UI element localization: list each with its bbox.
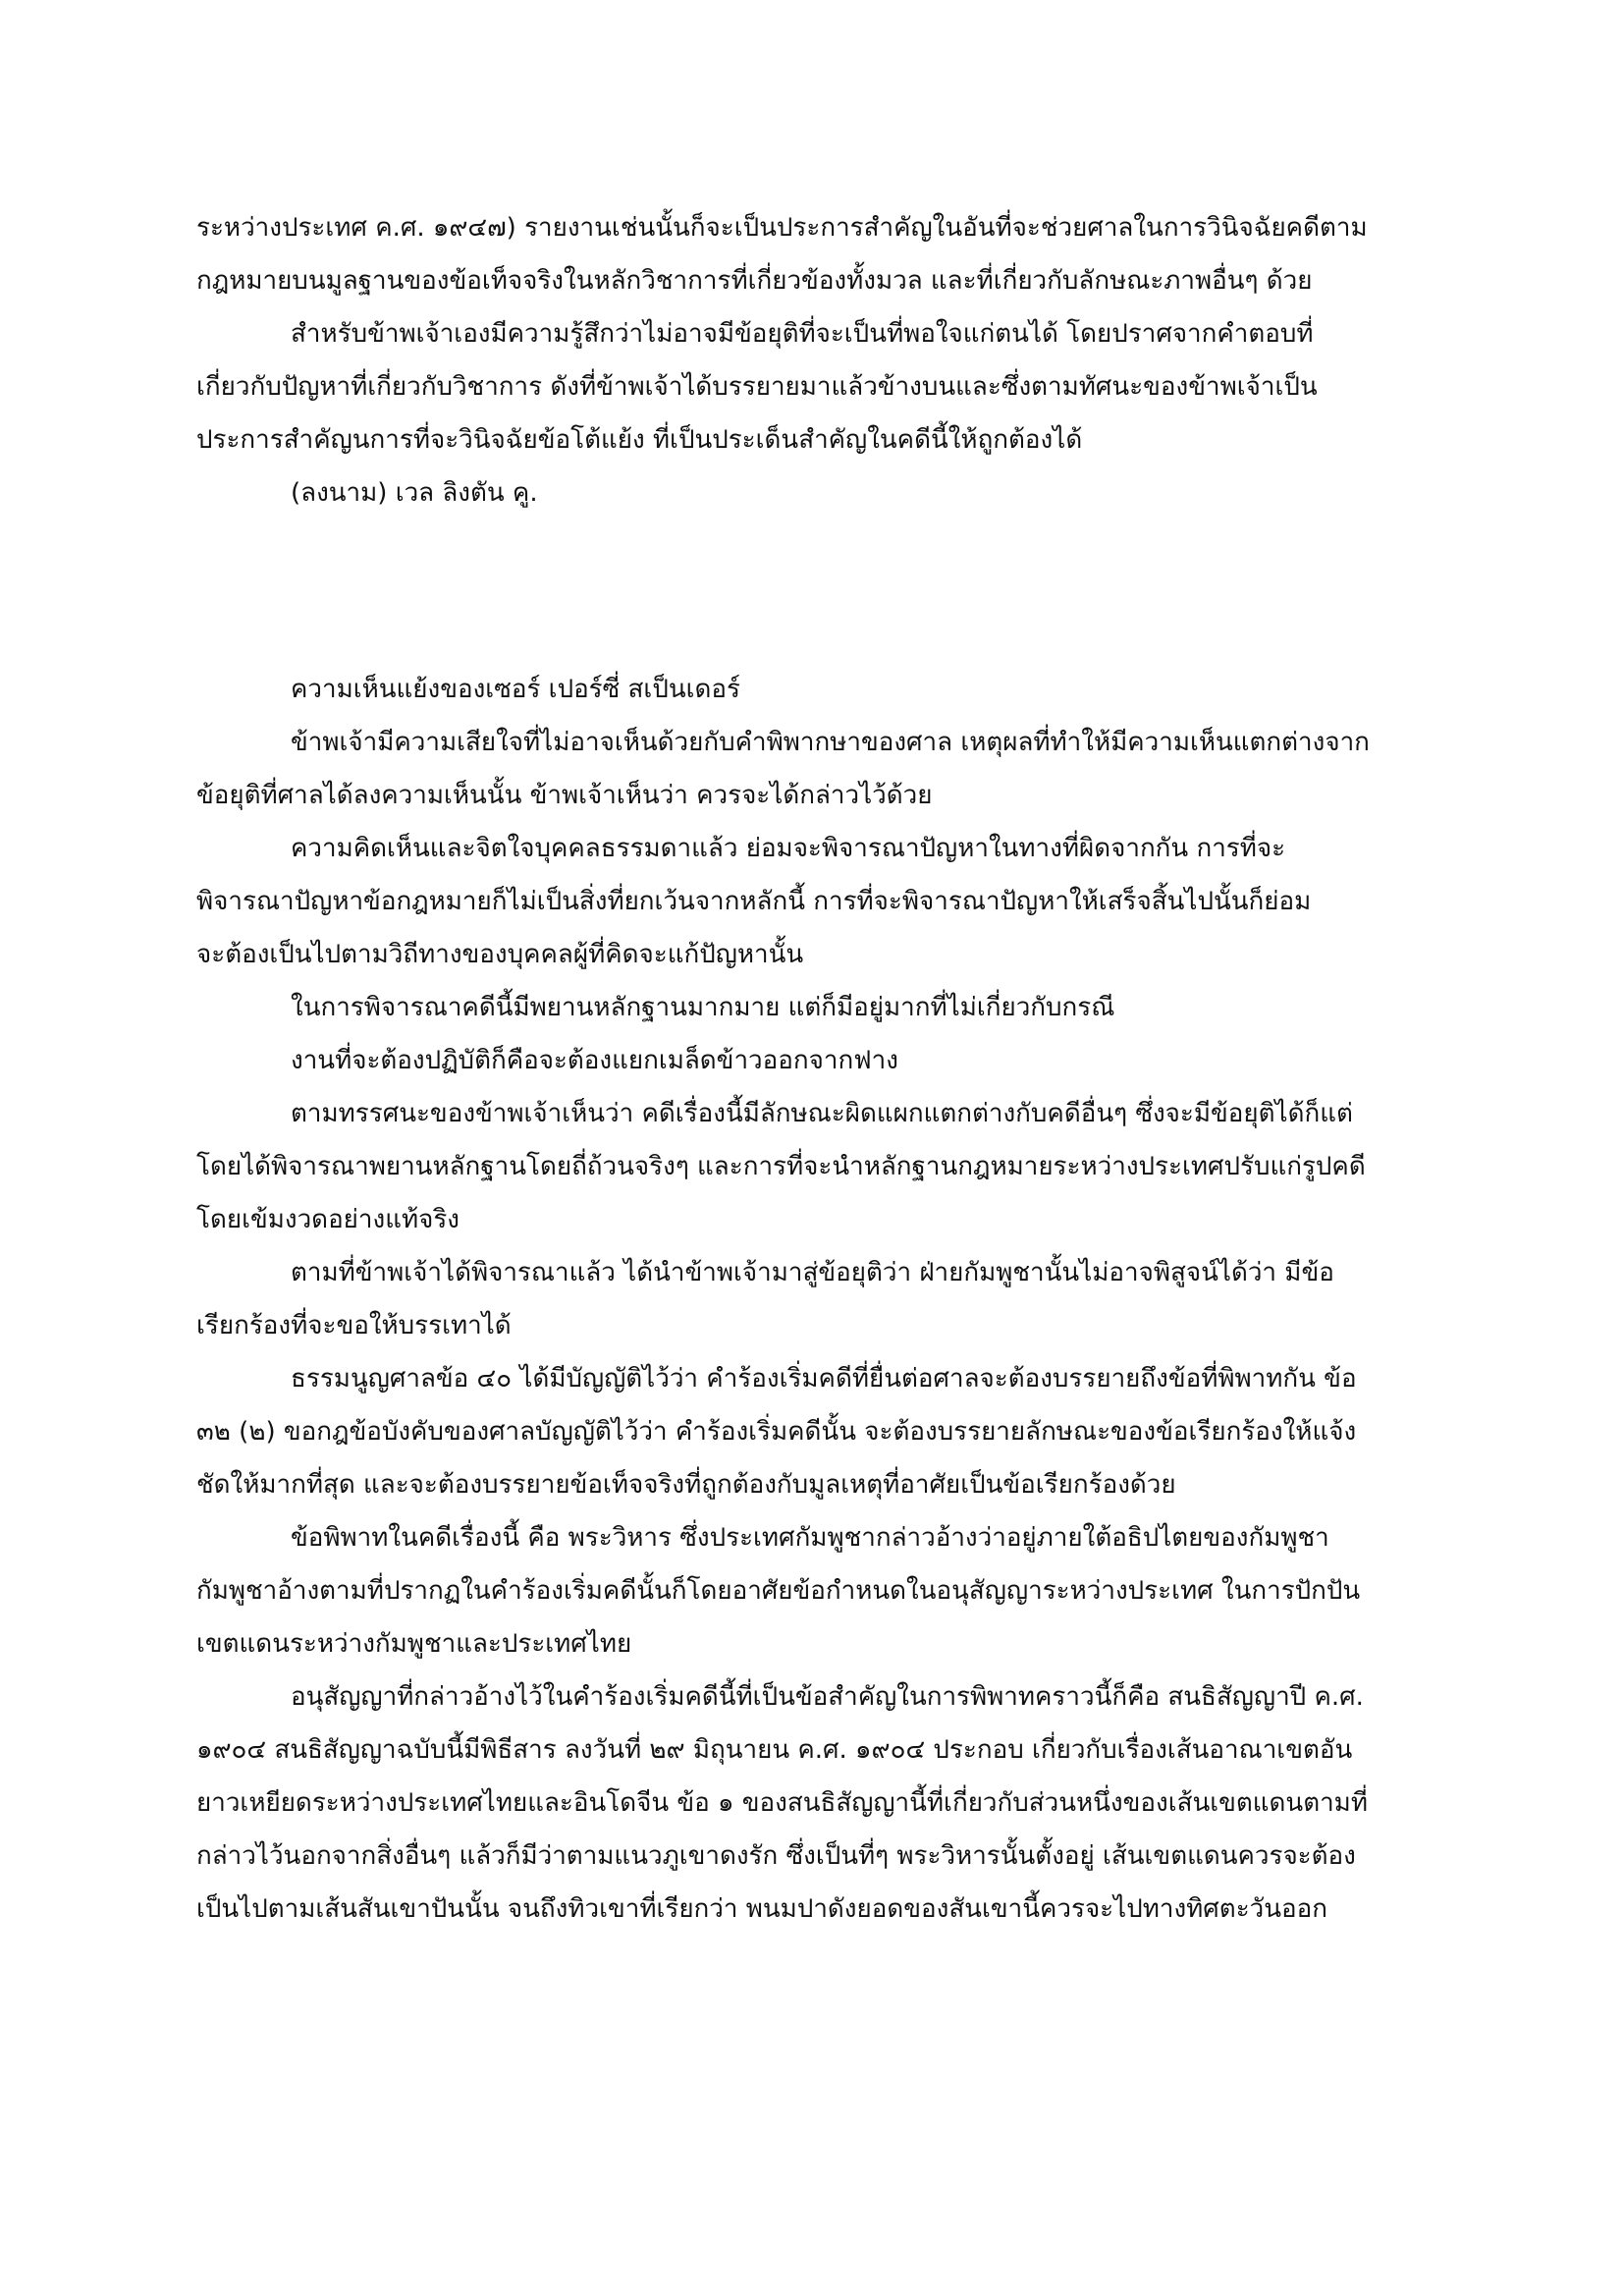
section-heading: ความเห็นแย้งของเซอร์ เปอร์ซี่ สเป็นเดอร์ xyxy=(291,675,740,704)
text-line: ข้าพเจ้ามีความเสียใจที่ไม่อาจเห็นด้วยกับคำพิพากษาของศาล เหตุผลที่ทำให้มีความเห็นแตกต่างจาก xyxy=(291,728,1370,757)
text-line: กฎหมายบนมูลฐานของข้อเท็จจริงในหลักวิชาการที่เกี่ยวข้องทั้งมวล และที่เกี่ยวกับลักษณะภาพอื่นๆ ด้วย xyxy=(196,266,1313,296)
text-line: ข้อพิพาทในคดีเรื่องนี้ คือ พระวิหาร ซึ่งประเทศกัมพูชากล่าวอ้างว่าอยู่ภายใต้อธิปไตยของกัมพูชา xyxy=(291,1523,1329,1553)
text-line: ยาวเหยียดระหว่างประเทศไทยและอินโดจีน ข้อ ๑ ของสนธิสัญญานี้ที่เกี่ยวกับส่วนหนึ่งของเส้นเขตแดนตามที่ xyxy=(196,1788,1368,1818)
text-line: กล่าวไว้นอกจากสิ่งอื่นๆ แล้วก็มีว่าตามแนวภูเขาดงรัก ซึ่งเป็นที่ๆ พระวิหารนั้นตั้งอยู่ เส้นเขตแดนควรจะต้อง xyxy=(196,1841,1356,1871)
text-line: ชัดให้มากที่สุด และจะต้องบรรยายข้อเท็จจริงที่ถูกต้องกับมูลเหตุที่อาศัยเป็นข้อเรียกร้องด้วย xyxy=(196,1470,1176,1500)
text-line: พิจารณาปัญหาข้อกฎหมายก็ไม่เป็นสิ่งที่ยกเว้นจากหลักนี้ การที่จะพิจารณาปัญหาให้เสร็จสิ้นไปนั้นก็ย่อม xyxy=(196,887,1312,916)
text-line: งานที่จะต้องปฏิบัติก็คือจะต้องแยกเมล็ดข้าวออกจากฟาง xyxy=(291,1046,898,1075)
text-line: โดยได้พิจารณาพยานหลักฐานโดยถี่ถ้วนจริงๆ และการที่จะนำหลักฐานกฎหมายระหว่างประเทศปรับแก่รูปคดี xyxy=(196,1152,1366,1181)
opening-paragraph xyxy=(196,201,1434,519)
text-line: ในการพิจารณาคดีนี้มีพยานหลักฐานมากมาย แต่ก็มีอยู่มากที่ไม่เกี่ยวกับกรณี xyxy=(291,993,1115,1022)
text-line: โดยเข้มงวดอย่างแท้จริง xyxy=(196,1205,460,1234)
text-line: ตามทรรศนะของข้าพเจ้าเห็นว่า คดีเรื่องนี้มีลักษณะผิดแผกแตกต่างกับคดีอื่นๆ ซึ่งจะมีข้อยุติได้ก็แต่ xyxy=(291,1099,1353,1128)
text-line: เกี่ยวกับปัญหาที่เกี่ยวกับวิชาการ ดังที่ข้าพเจ้าได้บรรยายมาแล้วข้างบนและซึ่งตามทัศนะของข้าพเจ้าเป็น xyxy=(196,372,1318,402)
text-line: ประการสำคัญนการที่จะวินิจฉัยข้อโต้แย้ง ที่เป็นประเด็นสำคัญในคดีนี้ให้ถูกต้องได้ xyxy=(196,425,1083,455)
text-line: ตามที่ข้าพเจ้าได้พิจารณาแล้ว ได้นำข้าพเจ้ามาสู่ข้อยุติว่า ฝ่ายกัมพูชานั้นไม่อาจพิสูจน์ได้ว่า มีข้อ xyxy=(291,1258,1334,1287)
text-line: จะต้องเป็นไปตามวิถีทางของบุคคลผู้ที่คิดจะแก้ปัญหานั้น xyxy=(196,940,804,969)
text-line: อนุสัญญาที่กล่าวอ้างไว้ในคำร้องเริ่มคดีนี้ที่เป็นข้อสำคัญในการพิพาทคราวนี้ก็คือ สนธิสัญญาปี ค.ศ. xyxy=(291,1682,1364,1712)
text-line: ๓๒ (๒) ขอกฎข้อบังคับของศาลบัญญัติไว้ว่า คำร้องเริ่มคดีนั้น จะต้องบรรยายลักษณะของข้อเรียกร้องให้แจ้ง xyxy=(196,1417,1357,1447)
text-line: ระหว่างประเทศ ค.ศ. ๑๙๔๗) รายงานเช่นนั้นก็จะเป็นประการสำคัญในอันที่จะช่วยศาลในการวินิจฉัยคดีตาม xyxy=(196,213,1368,243)
text-line: เป็นไปตามเส้นสันเขาปันนั้น จนถึงทิวเขาที่เรียกว่า พนมปาดังยอดของสันเขานี้ควรจะไปทางทิศตะวันออก xyxy=(196,1894,1327,1924)
dissent-section xyxy=(196,663,1434,1936)
text-line: ธรรมนูญศาลข้อ ๔๐ ได้มีบัญญัติไว้ว่า คำร้องเริ่มคดีที่ยื่นต่อศาลจะต้องบรรยายถึงข้อที่พิพาทกัน ข้อ xyxy=(291,1364,1357,1394)
text-line: เรียกร้องที่จะขอให้บรรเทาได้ xyxy=(196,1311,512,1340)
text-line: ข้อยุติที่ศาลได้ลงความเห็นนั้น ข้าพเจ้าเห็นว่า ควรจะได้กล่าวไว้ด้วย xyxy=(196,781,933,810)
text-line: ความคิดเห็นและจิตใจบุคคลธรรมดาแล้ว ย่อมจะพิจารณาปัญหาในทางที่ผิดจากกัน การที่จะ xyxy=(291,834,1286,863)
signature: (ลงนาม) เวล ลิงตัน คู. xyxy=(291,478,538,508)
text-line: สำหรับข้าพเจ้าเองมีความรู้สึกว่าไม่อาจมีข้อยุติที่จะเป็นที่พอใจแก่ตนได้ โดยปราศจากคำตอบที่ xyxy=(291,319,1314,349)
text-line: กัมพูชาอ้างตามที่ปรากฏในคำร้องเริ่มคดีนั้นก็โดยอาศัยข้อกำหนดในอนุสัญญาระหว่างประเทศ ในการปักปัน xyxy=(196,1576,1361,1606)
text-line: ๑๙๐๔ สนธิสัญญาฉบับนี้มีพิธีสาร ลงวันที่ ๒๙ มิถุนายน ค.ศ. ๑๙๐๔ ประกอบ เกี่ยวกับเรื่องเส้นอาณาเขตอัน xyxy=(196,1735,1353,1765)
text-line: เขตแดนระหว่างกัมพูชาและประเทศไทย xyxy=(196,1629,632,1659)
